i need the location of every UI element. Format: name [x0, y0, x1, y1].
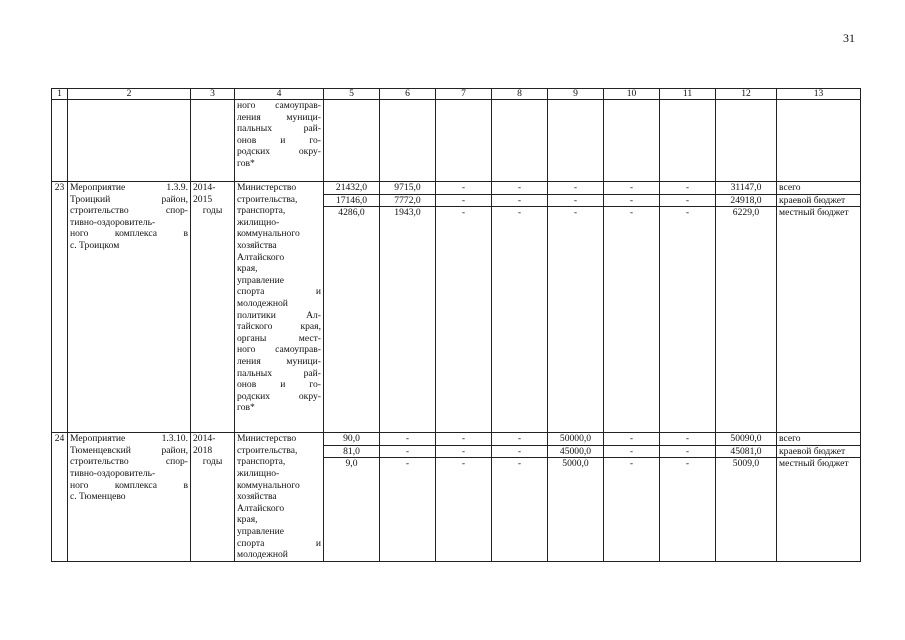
column-number: 12	[716, 89, 777, 100]
column-number: 10	[604, 89, 660, 100]
executor-cell	[235, 182, 324, 433]
source-cell: местный бюджет	[777, 458, 861, 562]
table-row-23	[52, 182, 861, 195]
column-number: 7	[436, 89, 492, 100]
cell-text-line: годы	[202, 205, 223, 217]
value-cell: -	[604, 182, 660, 195]
cell-text-line: молодежной	[237, 549, 288, 561]
cell-text-line: тивно-оздоровитель-	[70, 216, 156, 228]
source-cell: краевой бюджет	[777, 194, 861, 207]
cell-text-line: ного комплекса в	[70, 479, 188, 491]
source-cell: всего	[777, 433, 861, 446]
value-cell: -	[492, 433, 548, 446]
cell-text-line: 2018	[193, 444, 213, 456]
measure-name-cell	[68, 433, 191, 562]
value-cell: -	[436, 182, 492, 195]
value-cell: 21432,0	[324, 182, 380, 195]
value-cell: -	[380, 433, 436, 446]
cell-text-line: органы мест-	[237, 332, 321, 344]
value-cell: 50000,0	[548, 433, 604, 446]
column-number: 2	[68, 89, 191, 100]
cell-text-line: спорта и	[237, 537, 321, 549]
header-row	[52, 89, 861, 100]
table-row-24	[52, 433, 861, 446]
cell-text-line: Троицкий район,	[70, 193, 188, 205]
value-cell: 45000,0	[548, 445, 604, 458]
value-cell: -	[380, 458, 436, 562]
column-number: 1	[52, 89, 68, 100]
cell-text-line: пальных рай-	[237, 367, 321, 379]
value-cell: -	[436, 433, 492, 446]
column-number: 6	[380, 89, 436, 100]
cell-text-line: 2014-	[193, 433, 216, 445]
value-cell: -	[548, 207, 604, 433]
cell-text-line: коммунального	[237, 228, 300, 240]
source-cell: краевой бюджет	[777, 445, 861, 458]
column-number: 11	[660, 89, 716, 100]
value-cell: -	[604, 207, 660, 433]
total-cell: 31147,0	[716, 182, 777, 195]
source-cell: всего	[777, 182, 861, 195]
row-number: 23	[52, 182, 68, 433]
cell-text-line: тайского края,	[237, 321, 321, 333]
cell-text-line: политики Ал-	[237, 309, 321, 321]
value-cell: -	[660, 445, 716, 458]
value-cell: -	[604, 445, 660, 458]
cell-text-line: родских окру-	[237, 390, 321, 402]
value-cell: 7772,0	[380, 194, 436, 207]
cell-text-line: Алтайского	[237, 502, 285, 514]
cell-text-line: молодежной	[237, 297, 288, 309]
cell-text-line: коммунального	[237, 479, 300, 491]
total-cell: 5009,0	[716, 458, 777, 562]
cell-text-line: ного самоуправ-	[237, 100, 321, 111]
cell-text-line: хозяйства	[237, 491, 277, 503]
period-cell	[191, 182, 235, 433]
cell-text-line: с. Тюменцево	[70, 491, 126, 503]
measure-name-cell	[68, 182, 191, 433]
total-cell: 45081,0	[716, 445, 777, 458]
column-number: 9	[548, 89, 604, 100]
value-cell: -	[492, 445, 548, 458]
cell-text-line: хозяйства	[237, 239, 277, 251]
value-cell: -	[436, 207, 492, 433]
value-cell: 81,0	[324, 445, 380, 458]
cell-text-line: с. Троицком	[70, 239, 120, 251]
value-cell: 17146,0	[324, 194, 380, 207]
value-cell: 9,0	[324, 458, 380, 562]
cell-text-line: строительство спор-	[70, 456, 188, 468]
value-cell: 4286,0	[324, 207, 380, 433]
value-cell: -	[604, 194, 660, 207]
cell-text-line: транспорта,	[237, 456, 286, 468]
program-table	[51, 88, 861, 562]
value-cell: -	[436, 194, 492, 207]
value-cell: -	[660, 458, 716, 562]
cell-text-line: управление	[237, 525, 284, 537]
value-cell: -	[492, 458, 548, 562]
value-cell: 90,0	[324, 433, 380, 446]
cell-text-line: Алтайского	[237, 251, 285, 263]
total-cell: 6229,0	[716, 207, 777, 433]
cell-text-line: родских окру-	[237, 146, 321, 158]
cell-text-line: 2015	[193, 193, 213, 205]
cell-text-line: пальных рай-	[237, 123, 321, 135]
continuation-row	[52, 100, 861, 182]
value-cell: -	[492, 194, 548, 207]
executor-cell	[235, 433, 324, 562]
total-cell: 50090,0	[716, 433, 777, 446]
cell-text-line: ного комплекса в	[70, 228, 188, 240]
source-cell: местный бюджет	[777, 207, 861, 433]
cell-text-line: ного самоуправ-	[237, 344, 321, 356]
cell-text-line: онов и го-	[237, 134, 321, 146]
value-cell: -	[604, 458, 660, 562]
cell-text-line: ления муници-	[237, 355, 321, 367]
column-number: 8	[492, 89, 548, 100]
executor-cell	[235, 100, 324, 182]
cell-text-line: жилищно-	[237, 216, 280, 228]
cell-text-line: строительства,	[237, 444, 298, 456]
cell-text-line: края,	[237, 514, 258, 526]
cell-text-line: края,	[237, 263, 258, 275]
cell-text-line: транспорта,	[237, 205, 286, 217]
cell-text-line: Министерство	[237, 182, 297, 193]
value-cell: -	[492, 182, 548, 195]
cell-text-line: тивно-оздоровитель-	[70, 467, 156, 479]
value-cell: -	[660, 433, 716, 446]
cell-text-line: гов*	[237, 157, 255, 169]
cell-text-line: строительство спор-	[70, 205, 188, 217]
cell-text-line: Мероприятие 1.3.10.	[70, 433, 188, 445]
value-cell: -	[492, 207, 548, 433]
value-cell: -	[660, 207, 716, 433]
row-number: 24	[52, 433, 68, 562]
cell-text-line: 2014-	[193, 182, 216, 193]
cell-text-line: годы	[202, 456, 223, 468]
cell-text-line: ления муници-	[237, 111, 321, 123]
total-cell: 24918,0	[716, 194, 777, 207]
cell-text-line: онов и го-	[237, 379, 321, 391]
value-cell: -	[548, 182, 604, 195]
cell-text-line: гов*	[237, 402, 255, 414]
value-cell: 9715,0	[380, 182, 436, 195]
value-cell: -	[436, 458, 492, 562]
column-number: 13	[777, 89, 861, 100]
value-cell: -	[548, 194, 604, 207]
value-cell: -	[660, 182, 716, 195]
value-cell: -	[380, 445, 436, 458]
value-cell: 5000,0	[548, 458, 604, 562]
column-number: 4	[235, 89, 324, 100]
cell-text-line: жилищно-	[237, 467, 280, 479]
cell-text-line: управление	[237, 274, 284, 286]
value-cell: -	[660, 194, 716, 207]
cell-text-line: Мероприятие 1.3.9.	[70, 182, 188, 193]
value-cell: -	[604, 433, 660, 446]
column-number: 3	[191, 89, 235, 100]
cell-text-line: спорта и	[237, 286, 321, 298]
period-cell	[191, 433, 235, 562]
cell-text-line: Тюменцевский район,	[70, 444, 188, 456]
column-number: 5	[324, 89, 380, 100]
cell-text-line: Министерство	[237, 433, 297, 445]
page-number: 31	[843, 31, 855, 45]
cell-text-line: строительства,	[237, 193, 298, 205]
value-cell: -	[436, 445, 492, 458]
value-cell: 1943,0	[380, 207, 436, 433]
